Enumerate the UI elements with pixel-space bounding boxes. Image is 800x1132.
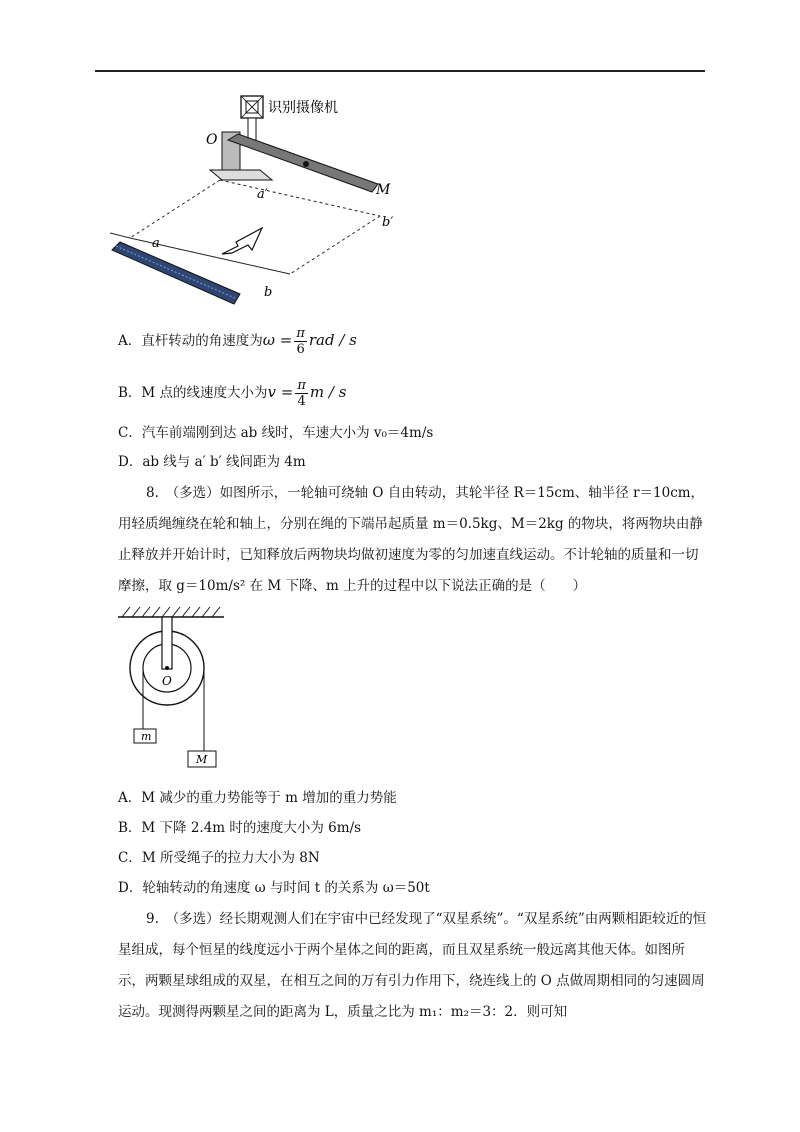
q7-option-c: C．汽车前端刚到达 ab 线时，车速大小为 v₀＝4m/s (118, 425, 434, 441)
car-front-bar (112, 242, 240, 304)
q7-option-b-fraction (295, 378, 308, 409)
pivot-dot (165, 666, 169, 670)
q8-option-d: D．轮轴转动的角速度 ω 与时间 t 的关系为 ω＝50t (118, 880, 430, 896)
q7-option-b-numerator: π (297, 378, 306, 393)
q7-option-a-fraction (294, 326, 307, 357)
q8-option-b: B．M 下降 2.4m 时的速度大小为 6m/s (118, 820, 362, 836)
q8-option-a: A．M 减少的重力势能等于 m 增加的重力势能 (118, 790, 397, 806)
camera-label: 识别摄像机 (268, 99, 338, 115)
point-a-prime-label: a′ (257, 187, 268, 202)
q7-option-b-lhs: v = (267, 383, 294, 401)
camera-gate-figure (110, 92, 430, 307)
q7-option-b-unit: m / s (309, 383, 347, 401)
wheel-axle-figure (118, 605, 238, 770)
q7-option-a-numerator: π (296, 326, 305, 341)
point-a-label: a (152, 236, 160, 251)
q8-option-c: C．M 所受绳子的拉力大小为 8N (118, 850, 320, 866)
point-M-label: M (376, 182, 391, 198)
q7-option-a-denominator: 6 (296, 342, 305, 357)
right-dashed-edge (290, 216, 380, 274)
q7-option-b (118, 378, 346, 409)
rotating-bar (228, 134, 378, 192)
camera-icon (241, 96, 263, 140)
fig2-M-label: M (196, 753, 208, 766)
q7-option-d: D．ab 线与 a′ b′ 线间距为 4m (118, 454, 306, 470)
line-a-b-extension (110, 233, 130, 238)
point-b-prime-label: b′ (382, 215, 394, 230)
q8-stem: 8. （多选）如图所示，一轮轴可绕轴 O 自由转动，其轮半径 R＝15cm、轴半径 r＝10cm，用轻质绳缠绕在轮和轴上，分别在绳的下端吊起质量 m＝0.5kg、M＝2kg 的物块，将两物块由静止释放并开始计时，已知释放后两物块均做初速度为零的匀加速直线运动。不计轮轴的质量和一切摩擦，取 g＝10m/s² 在 M 下降、m 上升的过程中以下说法正确的是（ ） (118, 485, 705, 594)
fig2-O-label: O (162, 674, 172, 688)
point-O-label: O (206, 132, 218, 148)
support-rod (162, 617, 172, 669)
q7-option-a (118, 326, 357, 357)
q7-option-a-lhs: ω = (262, 331, 293, 349)
fig2-m-label: m (141, 730, 152, 743)
left-dashed-edge (130, 180, 220, 238)
point-b-label: b (264, 285, 273, 300)
direction-arrow-icon (222, 228, 262, 254)
ceiling-hatch (118, 607, 224, 617)
q7-option-b-text: B．M 点的线速度大小为 (118, 385, 268, 401)
bar-midpoint-dot (303, 161, 309, 167)
q7-option-a-text: A．直杆转动的角速度为 (118, 333, 263, 349)
header-rule (95, 70, 705, 72)
q7-option-b-denominator: 4 (297, 394, 306, 409)
q9-stem: 9. （多选）经长期观测人们在宇宙中已经发现了“双星系统”。“双星系统”由两颗相距较近的恒星组成，每个恒星的线度远小于两个星体之间的距离，而且双星系统一般远离其他天体。如图所示，两颗星球组成的双星，在相互之间的万有引力作用下，绕连线上的 O 点做周期相同的匀速圆周运动。现测得两颗星之间的距离为 L，质量之比为 m₁：m₂＝3：2．则可知 (118, 911, 707, 1020)
q7-option-a-unit: rad / s (308, 331, 357, 349)
